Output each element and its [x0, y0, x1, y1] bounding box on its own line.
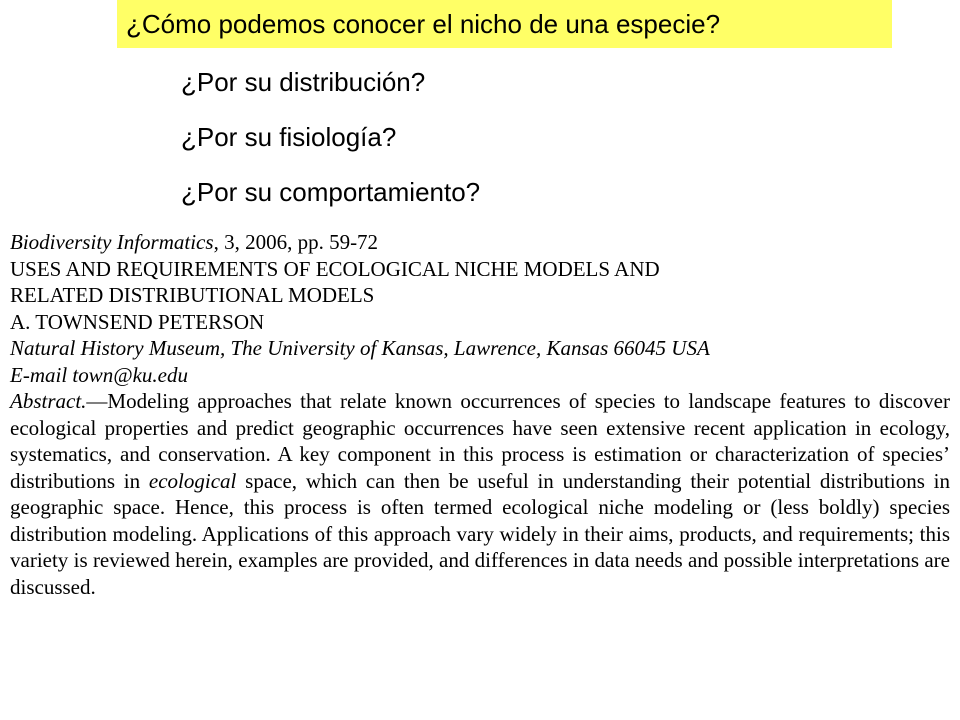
abstract-label: Abstract. [10, 389, 87, 413]
slide-title [117, 0, 892, 48]
paper-author: A. TOWNSEND PETERSON [10, 309, 265, 334]
abstract-text-2: space, which can then be useful in understanding their potential distributions in geographic space. Hence, this process is often termed ecological niche modeling or (less boldly) species distribution modeling. Applications of this approach vary widely in their aims, products, and requirements; this variety is reviewed herein, examples are provided, and differences in data needs and possible interpretations are discussed. [10, 468, 950, 599]
slide-title-text: ¿Cómo podemos conocer el nicho de una especie? [126, 9, 721, 39]
question-item: ¿Por su distribución? [181, 67, 426, 97]
journal-name: Biodiversity Informatics [10, 230, 214, 254]
abstract-text-1: —Modeling approaches that relate known occurrences of species to landscape features to discover ecological properties and predict geographic occurrences have seen extensive recent application in ecology, systematics, and conservation. A key component in this process is estimation or characterization of species’ distributions in [10, 389, 950, 493]
citation-line [10, 229, 955, 256]
paper-email: E-mail town@ku.edu [10, 362, 188, 387]
citation-details: , 3, 2006, pp. 59-72 [213, 230, 379, 254]
paper-title-line-2: RELATED DISTRIBUTIONAL MODELS [10, 283, 375, 307]
paper-title-line-1: USES AND REQUIREMENTS OF ECOLOGICAL NICHE MODELS AND [10, 256, 660, 281]
paper-abstract [10, 388, 950, 600]
question-list [181, 62, 480, 227]
question-item: ¿Por su fisiología? [181, 122, 397, 152]
paper-affiliation: Natural History Museum, The University of Kansas, Lawrence, Kansas 66045 USA [10, 336, 710, 360]
paper-reference [10, 229, 955, 600]
question-item: ¿Por su comportamiento? [181, 177, 481, 207]
abstract-emphasis: ecological [148, 468, 237, 493]
